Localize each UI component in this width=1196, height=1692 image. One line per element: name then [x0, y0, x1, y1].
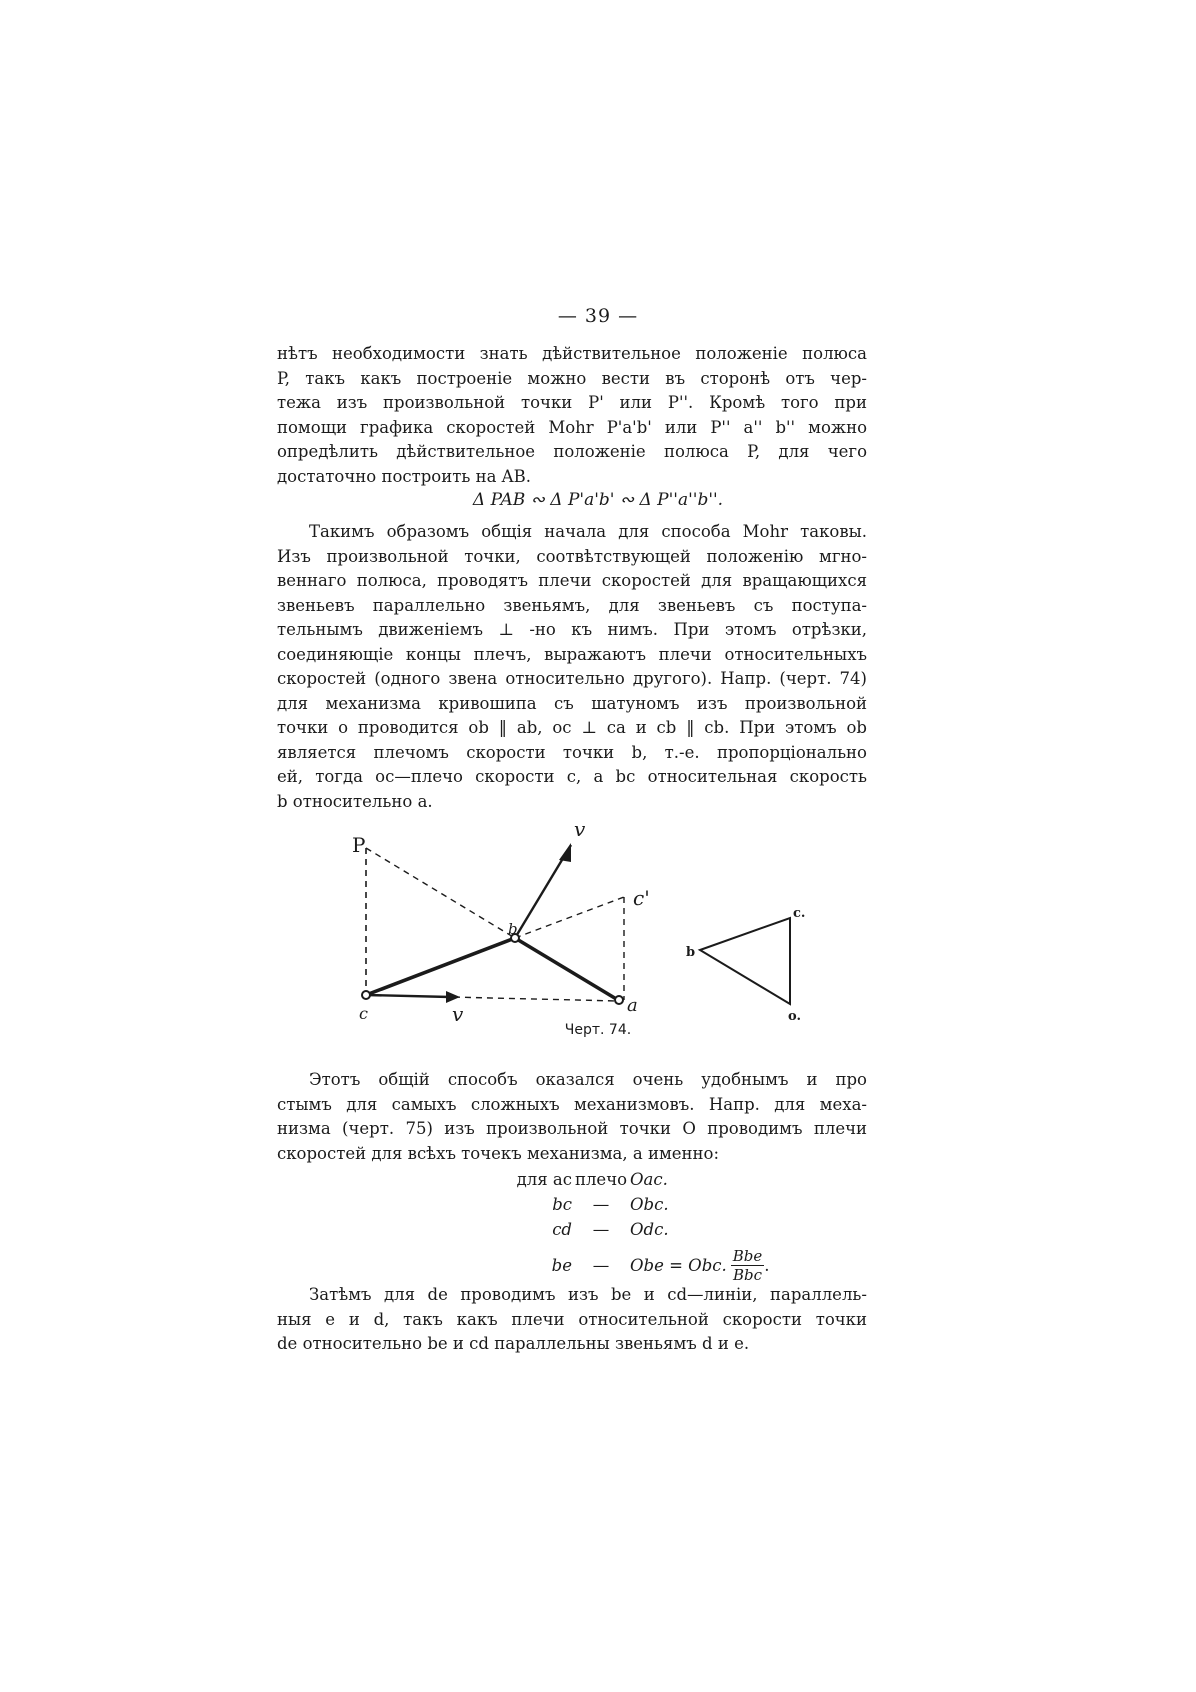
arrowhead-top — [559, 843, 571, 862]
label-o-right: o. — [788, 1009, 801, 1024]
dashed-to-c-prime — [515, 897, 624, 938]
label-a: a — [627, 995, 638, 1016]
list-item-mid: плечо — [574, 1170, 628, 1189]
paragraph-line: достаточно построить на AB. — [277, 466, 531, 486]
paragraph-line: опредѣлить дѣйствительное положеніе полюса P, для чего — [277, 442, 867, 461]
paragraph-line: скоростей (одного звена относительно другого). Напр. (черт. 74) — [277, 669, 867, 688]
list-item — [500, 1192, 770, 1217]
paragraph-line: точки o проводится ob ‖ ab, oc ⊥ ca и cb ‖ cb. При этомъ ob — [277, 718, 867, 737]
dashed-diagonal — [366, 848, 515, 938]
link-cb — [366, 938, 515, 995]
list-item-mid: — — [592, 1255, 610, 1275]
paragraph-3 — [277, 1068, 867, 1166]
list-item-right: Obc. — [630, 1195, 669, 1214]
velocity-triangle — [700, 918, 790, 1004]
figure-caption: Черт. 74. — [564, 1022, 632, 1038]
paragraph-line: ей, тогда oc—плечо скорости c, а bc относительная скорость — [277, 767, 867, 786]
list-item — [500, 1167, 770, 1192]
paragraph-line: Такимъ образомъ общія начала для способа Mohr таковы. — [309, 522, 867, 541]
list-item-right: Odc. — [630, 1220, 669, 1239]
similarity-formula: Δ PAB ∾ Δ P'a'b' ∾ Δ P''a''b''. — [472, 490, 724, 510]
paragraph-line: Изъ произвольной точки, соотвѣтствующей положенію мгно- — [277, 546, 867, 566]
paragraph-line: является плечомъ скорости точки b, т.-е. пропорціонально — [277, 742, 867, 762]
paragraph-line: Этотъ общій способъ оказался очень удобнымъ и про — [309, 1070, 867, 1089]
paragraph-line: веннаго полюса, проводятъ плечи скоростей для вращающихся — [277, 571, 867, 590]
fraction-numerator: Bbe — [732, 1246, 763, 1265]
paragraph-line: нѣтъ необходимости знать дѣйствительное положеніе полюса — [277, 344, 867, 363]
paragraph-line: P, такъ какъ построеніе можно вести въ сторонѣ отъ чер- — [277, 368, 867, 388]
label-P: P — [352, 833, 366, 857]
link-ba — [515, 938, 618, 1000]
list-item-left: cd — [552, 1220, 572, 1239]
label-c-right: c. — [793, 906, 806, 921]
paragraph-line: стымъ для самыхъ сложныхъ механизмовъ. Напр. для меха- — [277, 1094, 867, 1114]
label-v-top: v — [574, 817, 586, 841]
paragraph-line: помощи графика скоростей Mohr P'a'b' или P'' a'' b'' можно — [277, 417, 867, 437]
page-number: — 39 — — [557, 305, 639, 327]
joint-c — [362, 991, 370, 999]
list-item-mid: — — [592, 1195, 610, 1214]
velocity-arm-list — [500, 1167, 770, 1288]
list-item-mid: — — [592, 1220, 610, 1239]
paragraph-line: тельнымъ движеніемъ ⊥ -но къ нимъ. При этомъ отрѣзки, — [277, 620, 867, 639]
list-item — [500, 1242, 770, 1288]
paragraph-line: соединяющіе концы плечъ, выражаютъ плечи относительныхъ — [277, 644, 867, 664]
paragraph-line: низма (черт. 75) изъ произвольной точки O проводимъ плечи — [277, 1119, 867, 1138]
paragraph-line: ныя e и d, такъ какъ плечи относительной скорости точки — [277, 1309, 867, 1329]
paragraph-line: тежа изъ произвольной точки P' или P''. Кромѣ того при — [277, 393, 867, 412]
list-item — [500, 1217, 770, 1242]
list-item-left: bc — [552, 1195, 572, 1214]
fraction — [731, 1247, 765, 1284]
list-item-right: Oac. — [630, 1170, 668, 1189]
label-v-bottom: v — [452, 1002, 464, 1026]
label-c-bottom: c — [359, 1004, 368, 1023]
paragraph-line: звеньевъ параллельно звеньямъ, для звеньевъ съ поступа- — [277, 595, 867, 615]
list-item-right: Obe = Obc. — [630, 1255, 727, 1275]
joint-a — [615, 996, 623, 1004]
velocity-vector-bottom — [366, 995, 450, 997]
label-b-joint: b — [508, 920, 518, 938]
fraction-tail: . — [764, 1255, 770, 1275]
paragraph-4 — [277, 1283, 867, 1357]
label-c-prime: c' — [633, 886, 650, 910]
label-b-right: b — [686, 945, 696, 960]
paragraph-line: для механизма кривошипа съ шатуномъ изъ произвольной — [277, 693, 867, 713]
paragraph-line: de относительно be и cd параллельны звеньямъ d и e. — [277, 1334, 750, 1353]
paragraph-line: скоростей для всѣхъ точекъ механизма, а именно: — [277, 1143, 720, 1163]
list-item-left: be — [551, 1255, 572, 1275]
paragraph-line: Затѣмъ для de проводимъ изъ be и cd—линіи, параллель- — [309, 1285, 867, 1304]
list-item-left: для ac — [516, 1170, 572, 1189]
fraction-denominator: Bbc — [732, 1265, 763, 1284]
paragraph-line: b относительно a. — [277, 791, 433, 811]
